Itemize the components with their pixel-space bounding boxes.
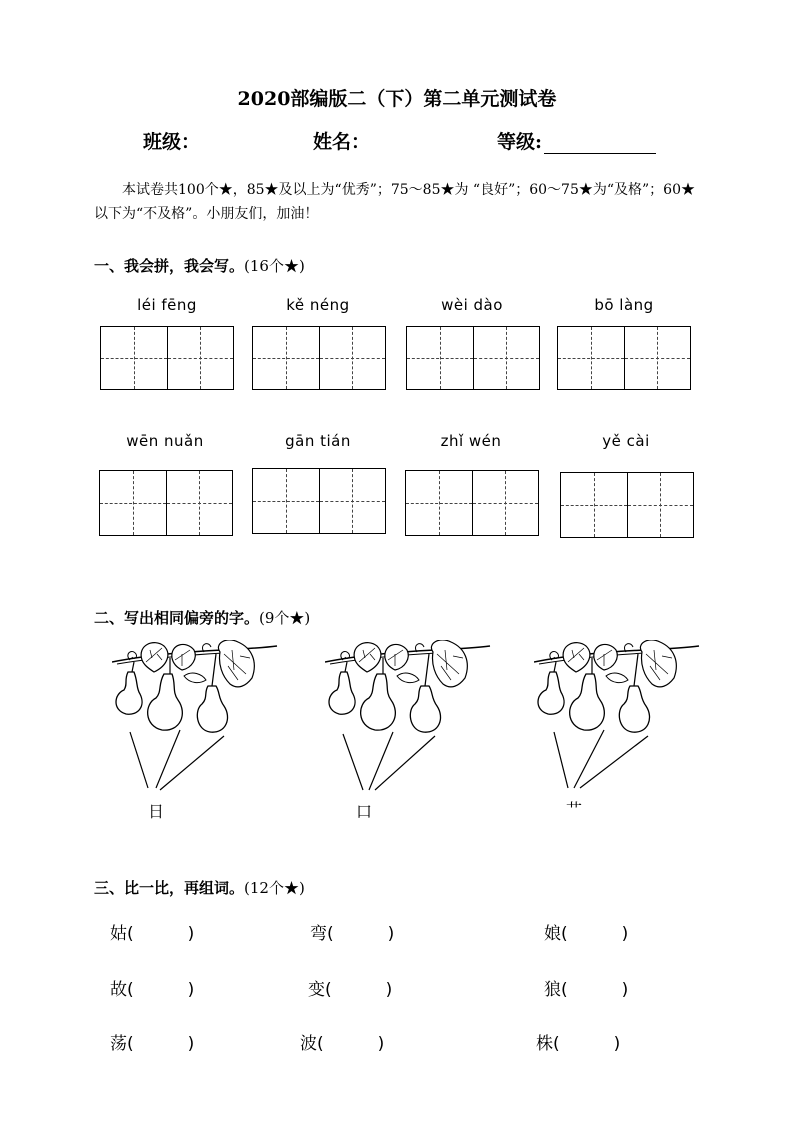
- section1-points: (16个★): [244, 257, 305, 275]
- compare-item[interactable]: 娘( ): [544, 924, 629, 944]
- writing-grid[interactable]: [252, 468, 386, 534]
- section1-heading: [94, 255, 305, 276]
- connector-lines: [120, 728, 240, 798]
- compare-item[interactable]: 变( ): [308, 980, 393, 1000]
- writing-grid[interactable]: [252, 326, 386, 390]
- radical-label: 艹: [566, 800, 583, 819]
- name-label: 姓名：: [313, 131, 371, 153]
- class-label: 班级：: [143, 131, 201, 153]
- writing-grid[interactable]: [557, 326, 691, 390]
- pinyin-label: léi fēng: [137, 296, 197, 314]
- pinyin-label: bō làng: [594, 296, 654, 314]
- compare-item[interactable]: 狼( ): [544, 980, 629, 1000]
- section2-title: 二、写出相同偏旁的字。: [94, 609, 260, 627]
- pinyin-label: wèi dào: [441, 296, 503, 314]
- writing-grid[interactable]: [560, 472, 694, 538]
- compare-item[interactable]: 荡( ): [110, 1034, 195, 1054]
- gourd-vine-illustration: [112, 640, 278, 740]
- writing-grid[interactable]: [100, 326, 234, 390]
- gourd-vine-illustration: [325, 640, 491, 740]
- pinyin-label: kě néng: [286, 296, 350, 314]
- connector-lines: [333, 728, 453, 798]
- radical-label: 日: [148, 802, 165, 821]
- compare-item[interactable]: 故( ): [110, 980, 195, 1000]
- page-title: 2020部编版二（下）第二单元测试卷: [237, 88, 557, 110]
- section3-points: (12个★): [244, 879, 305, 897]
- section3-heading: [94, 877, 305, 898]
- writing-grid[interactable]: [405, 470, 539, 536]
- grade-field: [497, 127, 656, 154]
- pinyin-label: wēn nuǎn: [126, 432, 204, 450]
- pinyin-label: gān tián: [285, 432, 351, 450]
- pinyin-label: yě cài: [602, 432, 650, 450]
- compare-item[interactable]: 株( ): [536, 1034, 621, 1054]
- writing-grid[interactable]: [406, 326, 540, 390]
- pinyin-label: zhǐ wén: [440, 432, 502, 450]
- section3-title: 三、比一比，再组词。: [94, 879, 245, 897]
- section2-points: (9个★): [259, 609, 311, 627]
- writing-grid[interactable]: [99, 470, 233, 536]
- grade-blank[interactable]: [544, 135, 656, 154]
- intro-text: 本试卷共100个★，85★及以上为“优秀”；75～85★为 “良好”；60～75★为“及格”；60★以下为“不及格”。小朋友们，加油！: [94, 182, 696, 222]
- section2-heading: [94, 607, 310, 628]
- grade-label: 等级:: [497, 131, 543, 153]
- connector-lines: [542, 728, 662, 798]
- compare-item[interactable]: 波( ): [300, 1034, 385, 1054]
- radical-label: 口: [356, 802, 373, 821]
- gourd-vine-illustration: [534, 640, 700, 740]
- section1-title: 一、我会拼，我会写。: [94, 257, 245, 275]
- compare-item[interactable]: 姑( ): [110, 924, 195, 944]
- compare-item[interactable]: 弯( ): [310, 924, 395, 944]
